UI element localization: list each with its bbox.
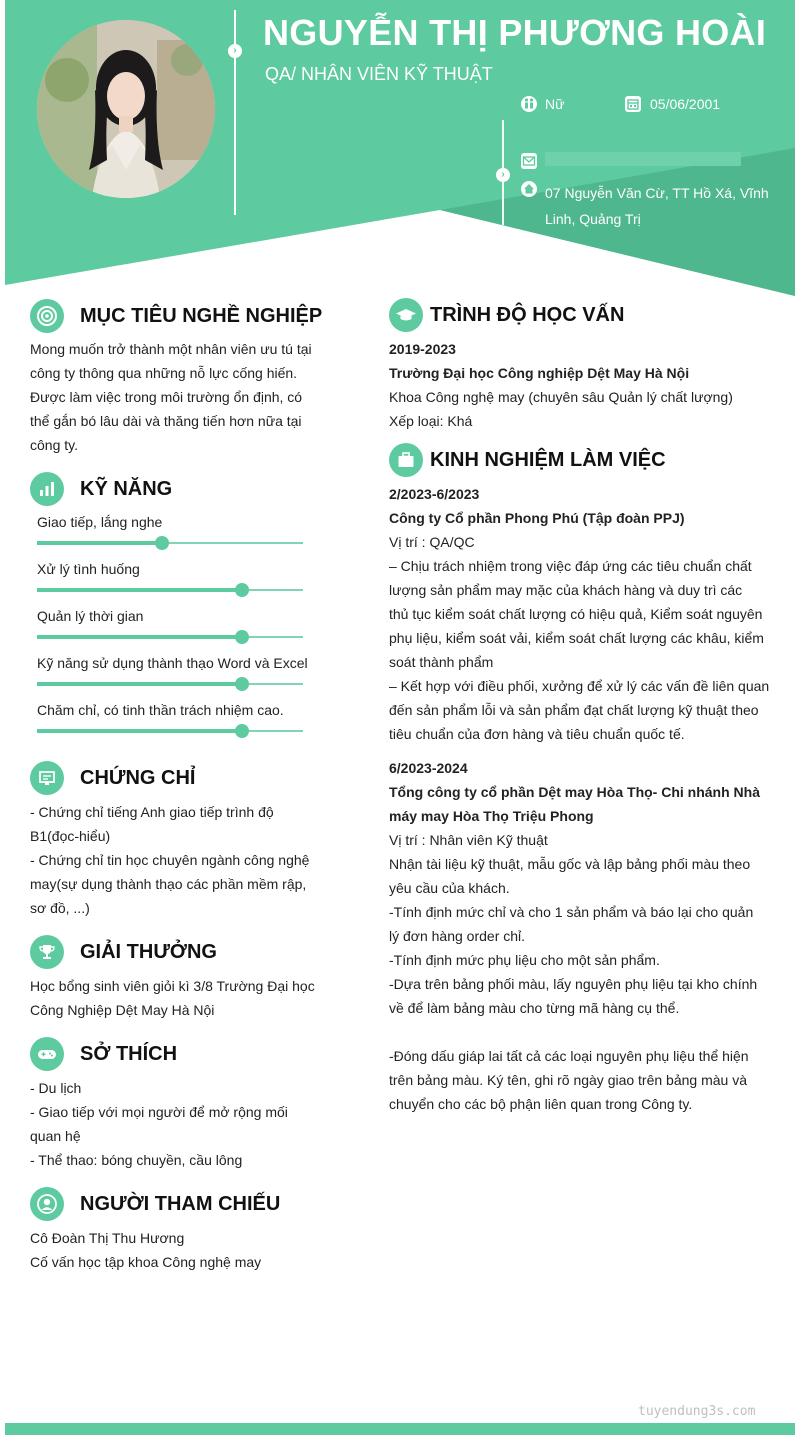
job-line: Nhận tài liệu kỹ thuật, mẫu gốc và lập bảng phối màu theo bbox=[389, 856, 751, 872]
job-line: chuyển cho các bộ phận liên quan trong Công ty. bbox=[389, 1096, 693, 1112]
skill-label: Giao tiếp, lắng nghe bbox=[37, 514, 163, 530]
job-line: Vị trí : QA/QC bbox=[389, 534, 475, 550]
job-line: tiêu chuẩn của đơn hàng và tiêu chuẩn quốc tế. bbox=[389, 726, 685, 742]
certificate-line: - Chứng chỉ tin học chuyên ngành công nghệ bbox=[30, 852, 310, 868]
objective-line: thể gắn bó lâu dài và thăng tiến hơn nữa tại bbox=[30, 413, 302, 429]
job-line: soát thành phẩm bbox=[389, 654, 494, 670]
education-text bbox=[389, 337, 764, 433]
header-divider-line bbox=[234, 10, 236, 215]
experience-heading: KINH NGHIỆM LÀM VIỆC bbox=[430, 448, 666, 471]
education-grade: Xếp loại: Khá bbox=[389, 413, 473, 429]
job-line: – Kết hợp với điều phối, xưởng để xử lý các vấn đề liên quan bbox=[389, 678, 770, 694]
certificate-line: B1(đọc-hiểu) bbox=[30, 828, 111, 844]
job-line: về để làm bảng màu cho từng mã hàng cụ thể. bbox=[389, 1000, 680, 1016]
awards-text bbox=[30, 974, 320, 1022]
references-text bbox=[30, 1226, 320, 1274]
section-experience-title bbox=[389, 443, 666, 477]
gamepad-icon bbox=[30, 1037, 64, 1071]
education-heading: TRÌNH ĐỘ HỌC VẤN bbox=[430, 303, 625, 326]
certificate-line: sơ đồ, ...) bbox=[30, 900, 90, 916]
experience-job-1 bbox=[389, 482, 770, 746]
references-heading: NGƯỜI THAM CHIẾU bbox=[80, 1192, 281, 1215]
experience-job-2 bbox=[389, 756, 760, 1116]
job-line: -Dựa trên bảng phối màu, lấy nguyên phụ liệu tại kho chính bbox=[389, 976, 758, 992]
skill-level-knob bbox=[235, 724, 249, 738]
certificate-line: - Chứng chỉ tiếng Anh giao tiếp trình độ bbox=[30, 804, 274, 820]
trophy-icon bbox=[30, 935, 64, 969]
briefcase-icon bbox=[389, 443, 423, 477]
section-education-title bbox=[389, 298, 624, 332]
email-redacted bbox=[545, 152, 741, 166]
job-line bbox=[389, 1020, 760, 1044]
awards-heading: GIẢI THƯỞNG bbox=[80, 940, 217, 963]
skill-bar bbox=[37, 636, 303, 638]
objective-line: công ty thông qua những nỗ lực cống hiến. bbox=[30, 365, 298, 381]
job-line: trên bảng màu. Ký tên, ghi rõ ngày giao trên bảng màu và bbox=[389, 1072, 748, 1088]
objective-line: Mong muốn trở thành một nhân viên ưu tú tại bbox=[30, 341, 312, 357]
job-line: – Chịu trách nhiệm trong việc đáp ứng các tiêu chuẩn chất bbox=[389, 558, 752, 574]
target-icon bbox=[30, 299, 64, 333]
skill-level-knob bbox=[155, 536, 169, 550]
section-objective-title bbox=[30, 299, 322, 333]
certificates-text bbox=[30, 800, 313, 920]
objective-line: công ty. bbox=[30, 437, 78, 453]
hobby-line: - Thể thao: bóng chuyền, cầu lông bbox=[30, 1152, 243, 1168]
job-line: thủ tục kiểm soát chất lượng có hiệu quả, Kiểm soát nguyên bbox=[389, 606, 763, 622]
job-period: 6/2023-2024 bbox=[389, 760, 468, 776]
certificate-line: may(sự dụng thành thạo các phần mềm rập, bbox=[30, 876, 307, 892]
skill-label: Xử lý tình huống bbox=[37, 561, 140, 577]
skill-label: Quản lý thời gian bbox=[37, 608, 144, 624]
job-line: lượng sản phẩm may mặc của khách hàng và duy trì các bbox=[389, 582, 743, 598]
job-line: -Đóng dấu giáp lai tất cả các loại nguyên phụ liệu thể hiện bbox=[389, 1048, 749, 1064]
skill-bar bbox=[37, 542, 303, 544]
section-hobbies-title bbox=[30, 1037, 177, 1071]
reference-line: Cô Đoàn Thị Thu Hương bbox=[30, 1230, 185, 1246]
hobbies-heading: SỞ THÍCH bbox=[80, 1042, 178, 1065]
job-company: Tổng công ty cổ phần Dệt may Hòa Thọ- Chi nhánh Nhà bbox=[389, 784, 760, 800]
skill-level-knob bbox=[235, 677, 249, 691]
candidate-name: NGUYỄN THỊ PHƯƠNG HOÀI bbox=[263, 12, 767, 53]
profile-photo bbox=[37, 20, 215, 198]
job-line: -Tính định mức phụ liệu cho một sản phẩm. bbox=[389, 952, 660, 968]
education-major: Khoa Công nghệ may (chuyên sâu Quản lý chất lượng) bbox=[389, 389, 733, 405]
skill-level-knob bbox=[235, 583, 249, 597]
hobby-line: quan hệ bbox=[30, 1128, 81, 1144]
user-icon bbox=[30, 1187, 64, 1221]
education-period: 2019-2023 bbox=[389, 341, 456, 357]
skill-bar bbox=[37, 730, 303, 732]
home-icon bbox=[521, 181, 537, 197]
birthday-value: 05/06/2001 bbox=[650, 96, 721, 112]
skill-label: Kỹ năng sử dụng thành thạo Word và Excel bbox=[37, 655, 308, 671]
address-value: 07 Nguyễn Văn Cừ, TT Hồ Xá, Vĩnh Linh, Quảng Trị bbox=[545, 185, 769, 227]
award-line: Học bổng sinh viên giỏi kì 3/8 Trường Đại học bbox=[30, 978, 315, 994]
job-company: máy may Hòa Thọ Triệu Phong bbox=[389, 808, 594, 824]
skill-bar bbox=[37, 589, 303, 591]
section-skills-title bbox=[30, 472, 172, 506]
job-line: yêu cầu của khách. bbox=[389, 880, 510, 896]
chevron-right-icon: › bbox=[496, 168, 510, 182]
certificates-heading: CHỨNG CHỈ bbox=[80, 766, 196, 789]
job-line: lý đơn hàng order chỉ. bbox=[389, 928, 526, 944]
section-certificates-title bbox=[30, 761, 195, 795]
objective-text bbox=[30, 337, 313, 457]
gender-icon bbox=[521, 96, 537, 112]
graduation-cap-icon bbox=[389, 298, 423, 332]
job-line: đến sản phẩm lỗi và sản phẩm đạt chất lượng kỹ thuật theo bbox=[389, 702, 759, 718]
calendar-icon bbox=[625, 96, 641, 112]
gender-value: Nữ bbox=[545, 96, 565, 112]
job-line: Vị trí : Nhân viên Kỹ thuật bbox=[389, 832, 548, 848]
hobby-line: - Du lịch bbox=[30, 1080, 82, 1096]
skills-heading: KỸ NĂNG bbox=[80, 477, 173, 500]
footer-bar bbox=[5, 1423, 795, 1435]
hobby-line: - Giao tiếp với mọi người để mở rộng mối bbox=[30, 1104, 288, 1120]
certificate-icon bbox=[30, 761, 64, 795]
chevron-right-icon: › bbox=[228, 44, 242, 58]
award-line: Công Nghiệp Dệt May Hà Nội bbox=[30, 1002, 215, 1018]
objective-line: Được làm việc trong môi trường ổn định, có bbox=[30, 389, 303, 405]
job-company: Công ty Cổ phần Phong Phú (Tập đoàn PPJ) bbox=[389, 510, 685, 526]
section-awards-title bbox=[30, 935, 217, 969]
skill-bar bbox=[37, 683, 303, 685]
hobbies-text bbox=[30, 1076, 313, 1172]
objective-heading: MỤC TIÊU NGHỀ NGHIỆP bbox=[80, 304, 323, 327]
job-title: QA/ NHÂN VIÊN KỸ THUẬT bbox=[265, 64, 493, 84]
skill-label: Chăm chỉ, có tinh thần trách nhiệm cao. bbox=[37, 702, 284, 718]
watermark: tuyendung3s.com bbox=[638, 1404, 756, 1419]
job-line: phụ liệu, kiểm soát vải, kiểm soát chất lượng các khâu, kiểm bbox=[389, 630, 764, 646]
email-icon bbox=[521, 153, 537, 169]
bar-chart-icon bbox=[30, 472, 64, 506]
section-references-title bbox=[30, 1187, 280, 1221]
job-period: 2/2023-6/2023 bbox=[389, 486, 480, 502]
education-school: Trường Đại học Công nghiệp Dệt May Hà Nội bbox=[389, 365, 690, 381]
job-line: -Tính định mức chỉ và cho 1 sản phẩm và báo lại cho quản bbox=[389, 904, 754, 920]
reference-line: Cố vấn học tập khoa Công nghệ may bbox=[30, 1254, 262, 1270]
skill-level-knob bbox=[235, 630, 249, 644]
